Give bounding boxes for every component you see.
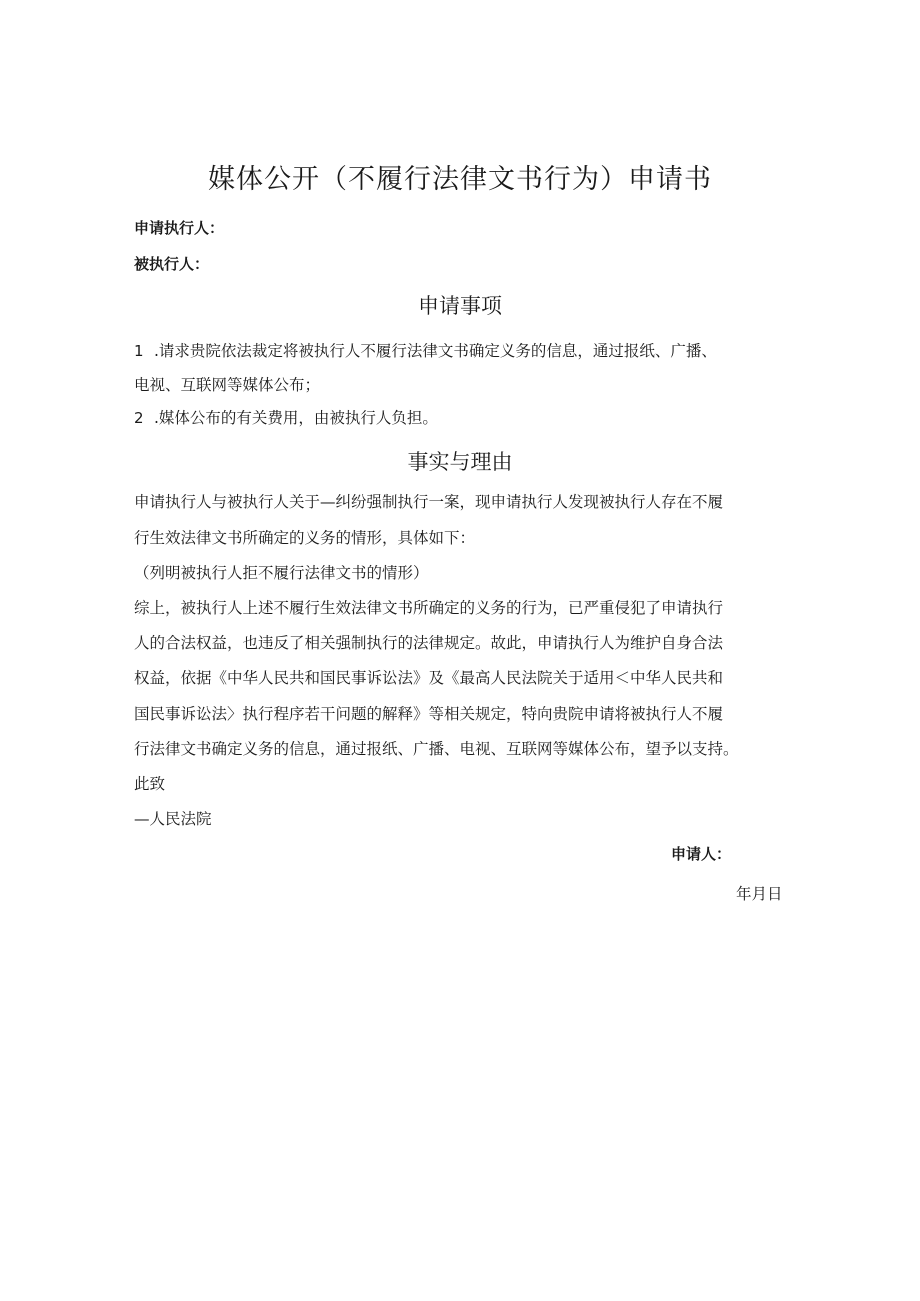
date-label: 年月日	[736, 885, 783, 903]
request-item-1-continued: 电视、互联网等媒体公布；	[134, 376, 321, 394]
facts-heading: 事实与理由	[407, 450, 513, 474]
request-item-1-text: .请求贵院依法裁定将被执行人不履行法律文书确定义务的信息，通过报纸、广播、	[154, 342, 717, 360]
facts-paragraph-3-line-4: 国民事诉讼法〉执行程序若干问题的解释》等相关规定，特向贵院申请将被执行人不履	[134, 705, 724, 723]
request-item-1	[134, 339, 717, 363]
facts-paragraph-3-line-2: 人的合法权益，也违反了相关强制执行的法律规定。故此，申请执行人为维护自身合法	[134, 634, 724, 652]
signer-label: 申请人：	[671, 845, 732, 863]
request-item-2-number: 2	[134, 409, 144, 427]
facts-paragraph-3-line-3: 权益，依据《中华人民共和国民事诉讼法》及《最高人民法院关于适用＜中华人民共和	[134, 669, 724, 687]
facts-paragraph-1-line-1: 申请执行人与被执行人关于—纠纷强制执行一案，现申请执行人发现被执行人存在不履	[134, 493, 724, 511]
requests-heading: 申请事项	[418, 294, 502, 318]
document-title: 媒体公开（不履行法律文书行为）申请书	[208, 164, 712, 195]
request-item-2	[134, 406, 438, 430]
request-item-1-number: 1	[134, 342, 144, 360]
court-addressee: —人民法院	[134, 810, 212, 828]
facts-paragraph-3-line-1: 综上，被执行人上述不履行生效法律文书所确定的义务的行为，已严重侵犯了申请执行	[134, 599, 724, 617]
facts-placeholder-line: （列明被执行人拒不履行法律文书的情形）	[134, 564, 429, 582]
request-item-2-text: .媒体公布的有关费用，由被执行人负担。	[154, 409, 438, 427]
respondent-label: 被执行人：	[134, 255, 210, 273]
facts-paragraph-1-line-2: 行生效法律文书所确定的义务的情形，具体如下：	[134, 529, 476, 547]
facts-paragraph-3-line-5: 行法律文书确定义务的信息，通过报纸、广播、电视、互联网等媒体公布，望予以支持。	[134, 740, 739, 758]
applicant-label: 申请执行人：	[134, 219, 225, 237]
closing-salutation: 此致	[134, 775, 166, 793]
